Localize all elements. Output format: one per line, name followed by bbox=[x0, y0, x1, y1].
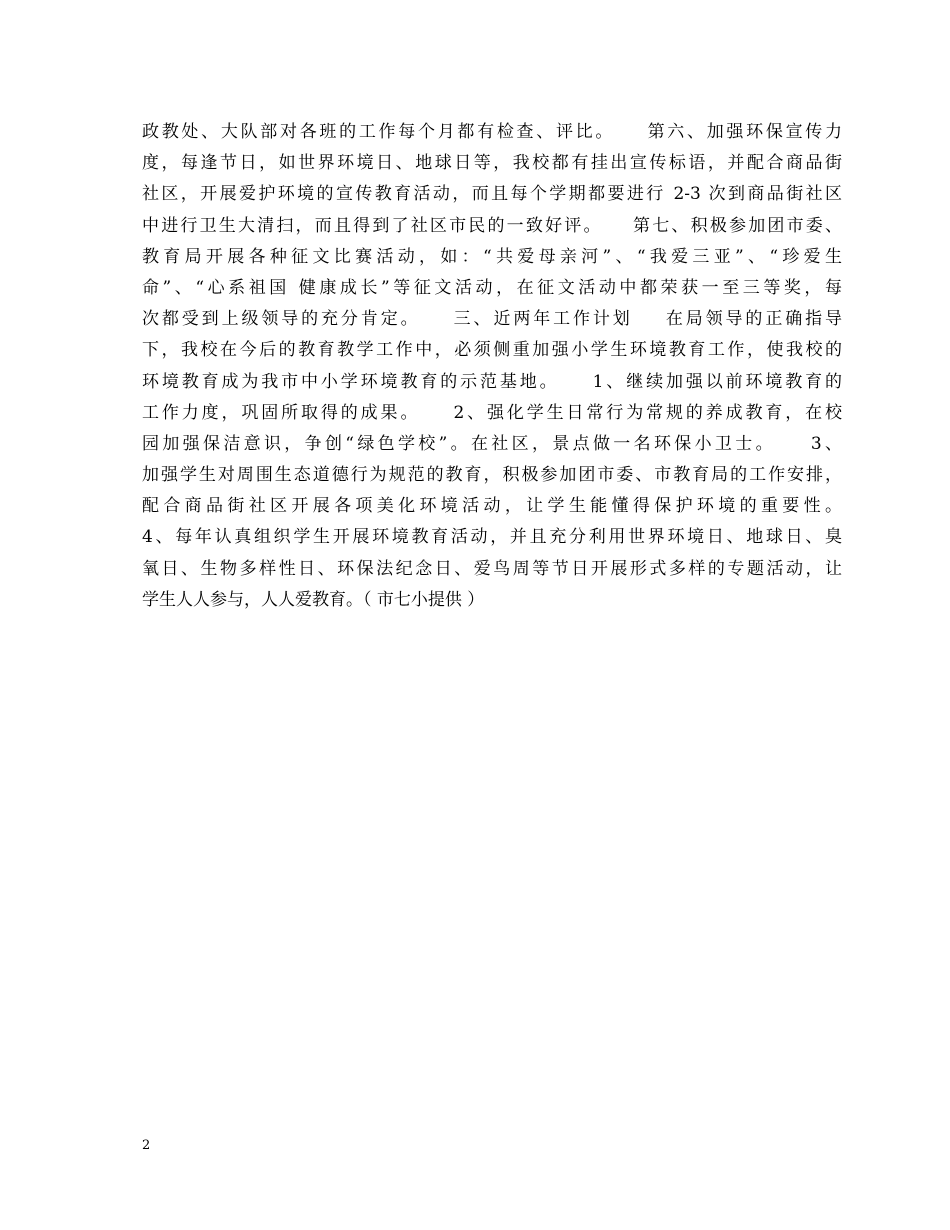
text-line: 度，每逢节日，如世界环境日、地球日等，我校都有挂出宣传标语，并配合商品街 bbox=[142, 153, 842, 174]
text-line: 教育局开展各种征文比赛活动，如：“共爱母亲河”、“我爱三亚”、“珍爱生 bbox=[142, 246, 842, 267]
text-line: 下，我校在今后的教育教学工作中，必须侧重加强小学生环境教育工作，使我校的 bbox=[142, 340, 842, 361]
text-line: 4、每年认真组织学生开展环境教育活动，并且充分利用世界环境日、地球日、臭 bbox=[142, 527, 842, 548]
text-line: 加强学生对周围生态道德行为规范的教育，积极参加团市委、市教育局的工作安排， bbox=[142, 465, 842, 486]
text-line: 次都受到上级领导的充分肯定。 三、近两年工作计划 在局领导的正确指导 bbox=[142, 309, 842, 330]
text-line: 社区，开展爱护环境的宣传教育活动，而且每个学期都要进行 2-3 次到商品街社区 bbox=[142, 184, 842, 205]
text-line: 学生人人参与，人人爱教育。（ 市七小提供 ） bbox=[142, 589, 485, 610]
text-line: 政教处、大队部对各班的工作每个月都有检查、评比。 第六、加强环保宣传力 bbox=[142, 122, 842, 142]
text-line: 氧日、生物多样性日、环保法纪念日、爱鸟周等节日开展形式多样的专题活动，让 bbox=[142, 558, 842, 579]
text-line: 中进行卫生大清扫，而且得到了社区市民的一致好评。 第七、积极参加团市委、 bbox=[142, 215, 842, 236]
page-number: 2 bbox=[142, 1138, 151, 1153]
text-line: 配合商品街社区开展各项美化环境活动，让学生能懂得保护环境的重要性。 bbox=[142, 496, 842, 517]
text-line: 工作力度，巩固所取得的成果。 2、强化学生日常行为常规的养成教育，在校 bbox=[142, 402, 842, 423]
body-paragraph bbox=[142, 117, 842, 616]
text-line: 命”、“心系祖国 健康成长”等征文活动，在征文活动中都荣获一至三等奖，每 bbox=[142, 277, 842, 298]
text-line: 环境教育成为我市中小学环境教育的示范基地。 1、继续加强以前环境教育的 bbox=[142, 371, 842, 392]
text-line: 园加强保洁意识，争创“绿色学校”。在社区，景点做一名环保小卫士。 3、 bbox=[142, 433, 842, 454]
